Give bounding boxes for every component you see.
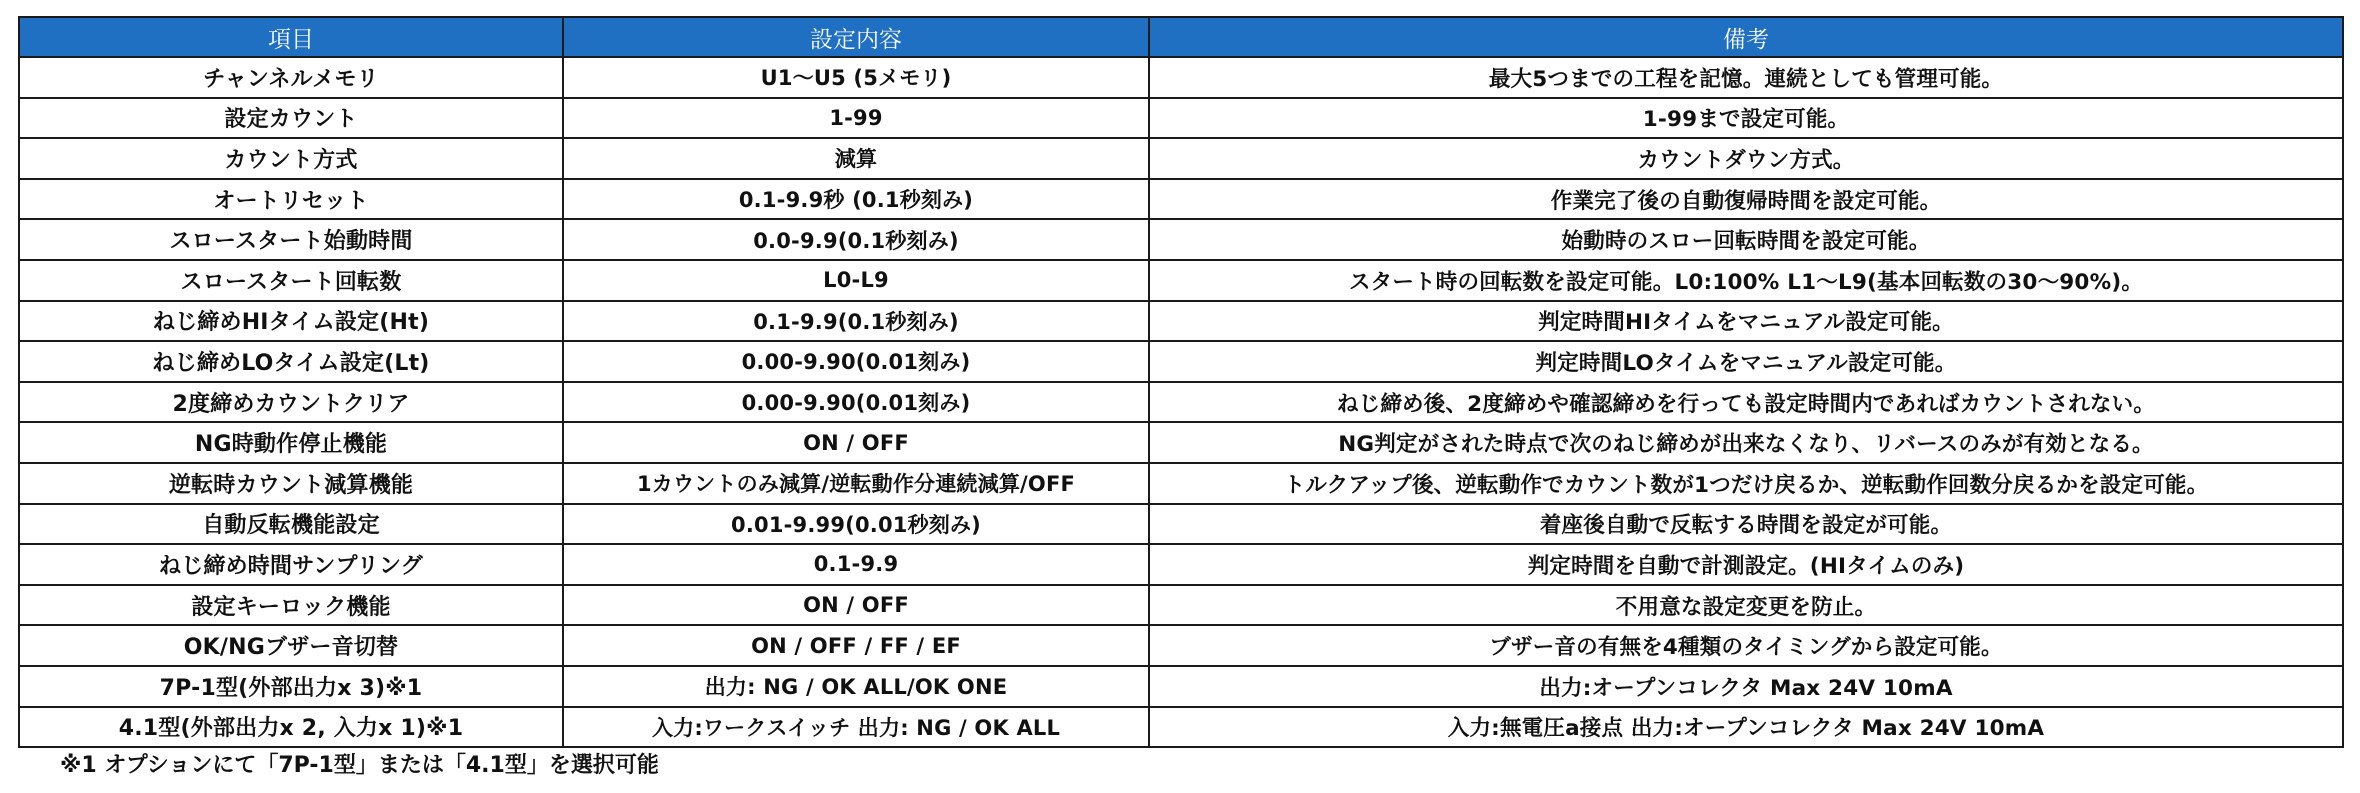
item-cell: ねじ締めHIタイム設定(Ht) <box>19 301 563 342</box>
note-cell: 不用意な設定変更を防止。 <box>1149 585 2343 626</box>
setting-cell: 減算 <box>563 138 1149 179</box>
table-row <box>19 666 2343 707</box>
note-cell: トルクアップ後、逆転動作でカウント数が1つだけ戻るか、逆転動作回数分戻るかを設定可能。 <box>1149 463 2343 504</box>
setting-cell: 0.0-9.9(0.1秒刻み) <box>563 219 1149 260</box>
setting-cell: 0.1-9.9 <box>563 544 1149 585</box>
table-row <box>19 463 2343 504</box>
table-row <box>19 138 2343 179</box>
item-cell: 逆転時カウント減算機能 <box>19 463 563 504</box>
setting-cell: ON / OFF <box>563 585 1149 626</box>
item-cell: ねじ締め時間サンプリング <box>19 544 563 585</box>
setting-cell: 0.1-9.9秒 (0.1秒刻み) <box>563 179 1149 220</box>
table-row <box>19 179 2343 220</box>
header-note: 備考 <box>1149 17 2343 57</box>
setting-cell: 入力:ワークスイッチ 出力: NG / OK ALL <box>563 707 1149 748</box>
setting-cell: U1～U5 (5メモリ) <box>563 57 1149 98</box>
table-row <box>19 219 2343 260</box>
table-row <box>19 625 2343 666</box>
note-cell: 判定時間を自動で計測設定。(HIタイムのみ) <box>1149 544 2343 585</box>
header-item: 項目 <box>19 17 563 57</box>
item-cell: NG時動作停止機能 <box>19 422 563 463</box>
note-cell: ブザー音の有無を4種類のタイミングから設定可能。 <box>1149 625 2343 666</box>
note-cell: ねじ締め後、2度締めや確認締めを行っても設定時間内であればカウントされない。 <box>1149 382 2343 423</box>
table-row <box>19 585 2343 626</box>
table-row <box>19 707 2343 748</box>
note-cell: 着座後自動で反転する時間を設定が可能。 <box>1149 504 2343 545</box>
note-cell: 入力:無電圧a接点 出力:オープンコレクタ Max 24V 10mA <box>1149 707 2343 748</box>
setting-cell: 0.1-9.9(0.1秒刻み) <box>563 301 1149 342</box>
note-cell: 始動時のスロー回転時間を設定可能。 <box>1149 219 2343 260</box>
table-row <box>19 57 2343 98</box>
setting-cell: 1-99 <box>563 98 1149 139</box>
table-body <box>19 57 2343 747</box>
item-cell: スロースタート回転数 <box>19 260 563 301</box>
table-row <box>19 544 2343 585</box>
item-cell: 4.1型(外部出力x 2, 入力x 1)※1 <box>19 707 563 748</box>
item-cell: OK/NGブザー音切替 <box>19 625 563 666</box>
note-cell: スタート時の回転数を設定可能。L0:100% L1～L9(基本回転数の30～90%)。 <box>1149 260 2343 301</box>
setting-cell: 0.00-9.90(0.01刻み) <box>563 341 1149 382</box>
note-cell: 判定時間LOタイムをマニュアル設定可能。 <box>1149 341 2343 382</box>
setting-cell: ON / OFF / FF / EF <box>563 625 1149 666</box>
table-header-row <box>19 17 2343 57</box>
item-cell: 設定カウント <box>19 98 563 139</box>
header-setting: 設定内容 <box>563 17 1149 57</box>
footnote: ※1 オプションにて「7P-1型」または「4.1型」を選択可能 <box>60 753 659 778</box>
item-cell: カウント方式 <box>19 138 563 179</box>
note-cell: 作業完了後の自動復帰時間を設定可能。 <box>1149 179 2343 220</box>
table-row <box>19 98 2343 139</box>
item-cell: ねじ締めLOタイム設定(Lt) <box>19 341 563 382</box>
note-cell: 判定時間HIタイムをマニュアル設定可能。 <box>1149 301 2343 342</box>
note-cell: カウントダウン方式。 <box>1149 138 2343 179</box>
item-cell: 自動反転機能設定 <box>19 504 563 545</box>
setting-cell: ON / OFF <box>563 422 1149 463</box>
spec-table <box>18 16 2344 748</box>
setting-cell: 0.00-9.90(0.01刻み) <box>563 382 1149 423</box>
note-cell: 出力:オープンコレクタ Max 24V 10mA <box>1149 666 2343 707</box>
note-cell: 最大5つまでの工程を記憶。連続としても管理可能。 <box>1149 57 2343 98</box>
setting-cell: 1カウントのみ減算/逆転動作分連続減算/OFF <box>563 463 1149 504</box>
setting-cell: 出力: NG / OK ALL/OK ONE <box>563 666 1149 707</box>
item-cell: 設定キーロック機能 <box>19 585 563 626</box>
setting-cell: 0.01-9.99(0.01秒刻み) <box>563 504 1149 545</box>
note-cell: NG判定がされた時点で次のねじ締めが出来なくなり、リバースのみが有効となる。 <box>1149 422 2343 463</box>
table-row <box>19 301 2343 342</box>
item-cell: オートリセット <box>19 179 563 220</box>
table-row <box>19 504 2343 545</box>
item-cell: チャンネルメモリ <box>19 57 563 98</box>
item-cell: 2度締めカウントクリア <box>19 382 563 423</box>
note-cell: 1-99まで設定可能。 <box>1149 98 2343 139</box>
table-row <box>19 341 2343 382</box>
item-cell: 7P-1型(外部出力x 3)※1 <box>19 666 563 707</box>
table-row <box>19 422 2343 463</box>
item-cell: スロースタート始動時間 <box>19 219 563 260</box>
setting-cell: L0-L9 <box>563 260 1149 301</box>
table-row <box>19 260 2343 301</box>
table-row <box>19 382 2343 423</box>
